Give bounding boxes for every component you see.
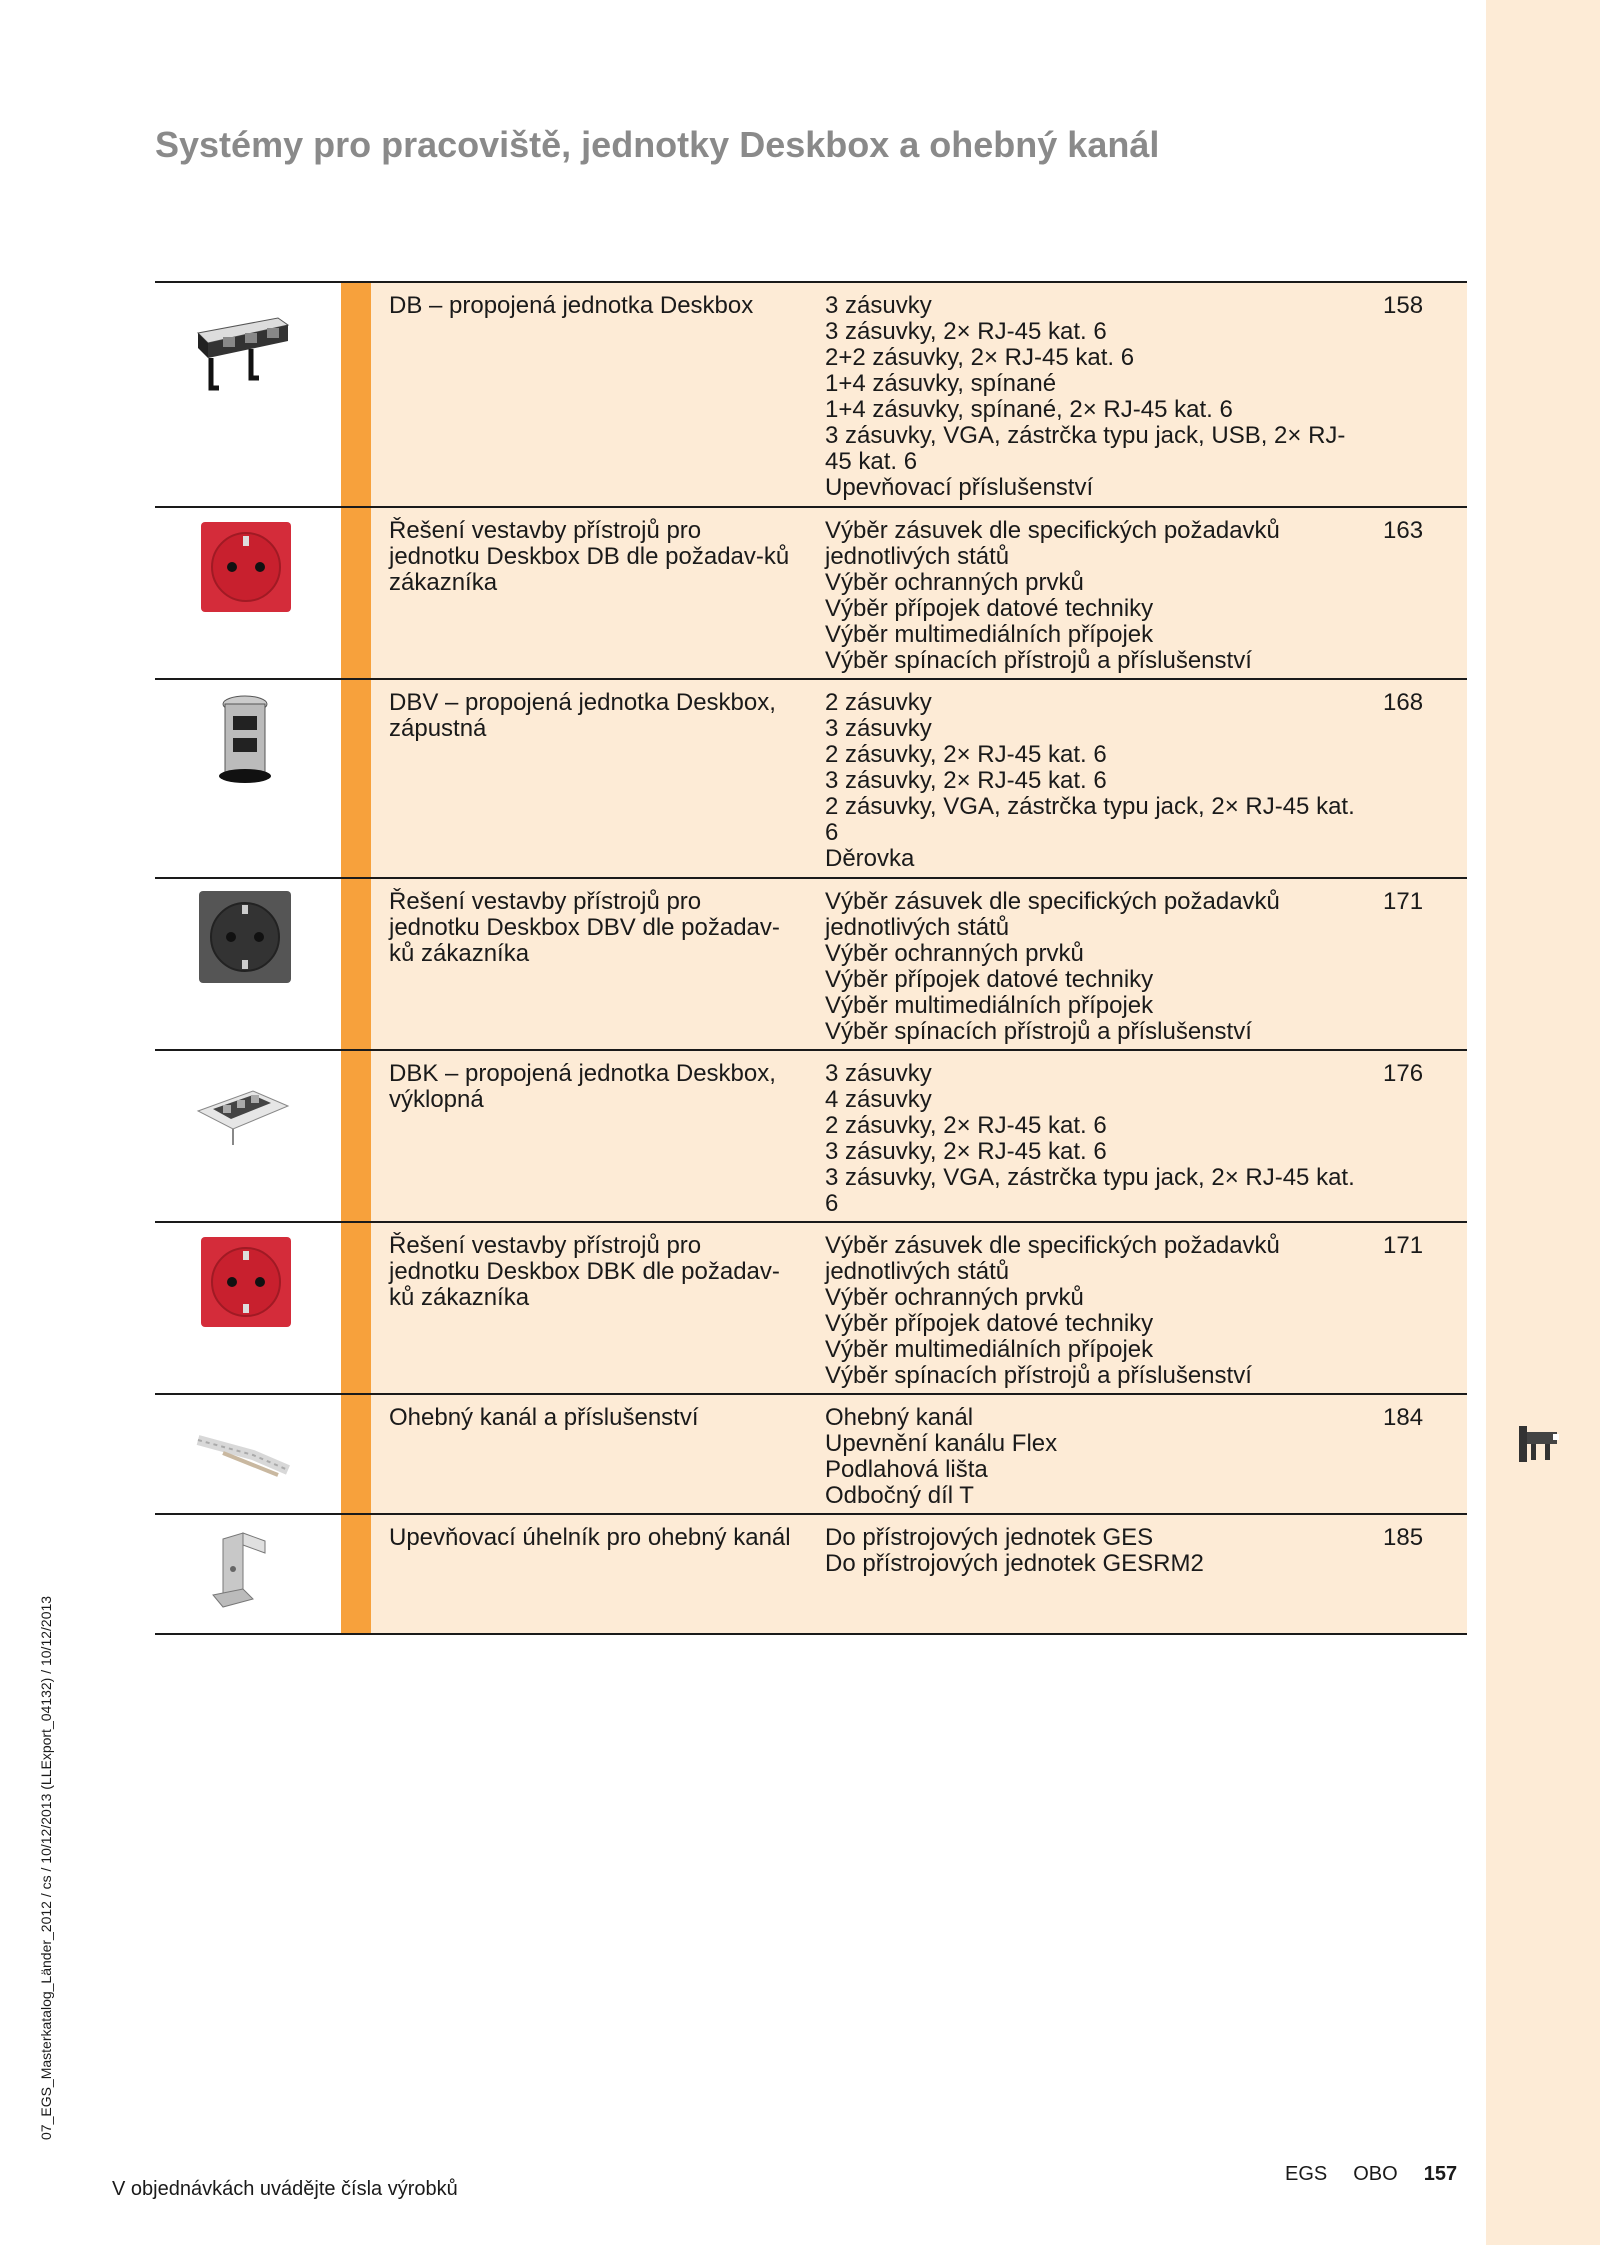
- variant-line: Výběr spínacích přístrojů a příslušenství: [825, 1362, 1252, 1389]
- product-name: DB – propojená jednotka Deskbox: [389, 292, 754, 319]
- product-variants: [801, 1404, 1361, 1509]
- variant-line: 4 zásuvky: [825, 1086, 932, 1113]
- page-ref[interactable]: 176: [1383, 1060, 1424, 1087]
- variant-line: 3 zásuvky, VGA, zástrčka typu jack, 2× RJ-45 kat. 6: [825, 1164, 1355, 1217]
- variant-line: Upevnění kanálu Flex: [825, 1430, 1058, 1457]
- accent-bar: [341, 879, 371, 1049]
- variant-line: 2 zásuvky: [825, 689, 932, 716]
- product-variants: [801, 292, 1361, 501]
- page-title: Systémy pro pracoviště, jednotky Deskbox a ohebný kanál: [155, 124, 1160, 165]
- variant-line: 3 zásuvky, 2× RJ-45 kat. 6: [825, 1138, 1107, 1165]
- product-variants: [801, 689, 1361, 872]
- page-ref[interactable]: 185: [1383, 1524, 1424, 1551]
- side-strip: [1486, 0, 1600, 2245]
- deskbox-tab-icon: [1515, 1418, 1567, 1470]
- product-image-cell: [155, 680, 341, 877]
- product-variants: [801, 1525, 1361, 1625]
- variant-line: Do přístrojových jednotek GESRM2: [825, 1550, 1204, 1577]
- variant-line: Výběr multimediálních přípojek: [825, 992, 1154, 1019]
- variant-line: 3 zásuvky: [825, 292, 932, 319]
- accent-bar: [341, 283, 371, 506]
- footer-section: EGS: [1285, 2163, 1328, 2185]
- variant-line: Výběr ochranných prvků: [825, 569, 1084, 596]
- variant-line: Výběr spínacích přístrojů a příslušenství: [825, 647, 1252, 674]
- row-body: [371, 283, 1467, 506]
- row-body: [371, 508, 1467, 678]
- variant-line: 3 zásuvky, 2× RJ-45 kat. 6: [825, 318, 1107, 345]
- table-row: [155, 1513, 1467, 1635]
- product-image-cell: [155, 283, 341, 506]
- row-body: [371, 879, 1467, 1049]
- footer-brand: OBO: [1353, 2163, 1398, 2185]
- variant-line: Výběr ochranných prvků: [825, 1284, 1084, 1311]
- variant-line: Výběr multimediálních přípojek: [825, 1336, 1154, 1363]
- variant-line: 2 zásuvky, 2× RJ-45 kat. 6: [825, 741, 1107, 768]
- product-image-cell: [155, 1395, 341, 1513]
- variant-line: Výběr přípojek datové techniky: [825, 1310, 1154, 1337]
- variant-line: Výběr zásuvek dle specifických požadavků jednotlivých států: [825, 1232, 1280, 1285]
- product-variants: [801, 1232, 1361, 1389]
- variant-line: 3 zásuvky: [825, 1060, 932, 1087]
- page-ref[interactable]: 171: [1383, 888, 1424, 915]
- table-row: [155, 281, 1467, 506]
- accent-bar: [341, 1395, 371, 1513]
- product-image-cell: [155, 1515, 341, 1633]
- variant-line: 3 zásuvky, VGA, zástrčka typu jack, USB, 2× RJ-45 kat. 6: [825, 422, 1346, 475]
- row-body: [371, 1051, 1467, 1221]
- page-ref[interactable]: 171: [1383, 1232, 1424, 1259]
- bracket-icon: [203, 1529, 283, 1619]
- table-row: [155, 506, 1467, 678]
- variant-line: Odbočný díl T: [825, 1482, 974, 1509]
- footer-page-number: 157: [1423, 2163, 1458, 2185]
- product-image-cell: [155, 508, 341, 678]
- footer-page-info: [1285, 2163, 1457, 2186]
- variant-line: 1+4 zásuvky, spínané: [825, 370, 1057, 397]
- footer-note: V objednávkách uvádějte čísla výrobků: [112, 2178, 458, 2200]
- variant-line: Výběr přípojek datové techniky: [825, 966, 1154, 993]
- accent-bar: [341, 508, 371, 678]
- table-row: [155, 1049, 1467, 1221]
- row-body: [371, 1395, 1467, 1513]
- product-table: [155, 281, 1467, 1635]
- variant-line: Podlahová lišta: [825, 1456, 988, 1483]
- variant-line: 1+4 zásuvky, spínané, 2× RJ-45 kat. 6: [825, 396, 1233, 423]
- product-variants: [801, 888, 1361, 1045]
- variant-line: 3 zásuvky, 2× RJ-45 kat. 6: [825, 767, 1107, 794]
- product-name: Řešení vestavby přístrojů pro jednotku Deskbox DBV dle požadav-ků zákazníka: [389, 888, 780, 967]
- red-socket-icon: [199, 1235, 293, 1329]
- deskbox-db-icon: [193, 303, 293, 403]
- product-name: Ohebný kanál a příslušenství: [389, 1404, 699, 1431]
- product-image-cell: [155, 879, 341, 1049]
- flex-channel-icon: [193, 1425, 293, 1485]
- accent-bar: [341, 680, 371, 877]
- variant-line: Výběr přípojek datové techniky: [825, 595, 1154, 622]
- product-name: DBK – propojená jednotka Deskbox, výklopná: [389, 1060, 776, 1113]
- variant-line: 2+2 zásuvky, 2× RJ-45 kat. 6: [825, 344, 1135, 371]
- product-name: Řešení vestavby přístrojů pro jednotku Deskbox DBK dle požadav-ků zákazníka: [389, 1232, 780, 1311]
- accent-bar: [341, 1515, 371, 1633]
- product-name: Řešení vestavby přístrojů pro jednotku Deskbox DB dle požadav-ků zákazníka: [389, 517, 790, 596]
- variant-line: Ohebný kanál: [825, 1404, 974, 1431]
- product-variants: [801, 1060, 1361, 1217]
- variant-line: Děrovka: [825, 845, 915, 872]
- page-ref[interactable]: 168: [1383, 689, 1424, 716]
- variant-line: 2 zásuvky, 2× RJ-45 kat. 6: [825, 1112, 1107, 1139]
- product-name: DBV – propojená jednotka Deskbox, zápustná: [389, 689, 776, 742]
- red-socket-icon: [199, 520, 293, 614]
- page-ref[interactable]: 158: [1383, 292, 1424, 319]
- page-ref[interactable]: 163: [1383, 517, 1424, 544]
- product-image-cell: [155, 1051, 341, 1221]
- variant-line: Do přístrojových jednotek GES: [825, 1524, 1154, 1551]
- table-row: [155, 678, 1467, 877]
- variant-line: 2 zásuvky, VGA, zástrčka typu jack, 2× RJ-45 kat. 6: [825, 793, 1355, 846]
- table-row: [155, 1221, 1467, 1393]
- row-body: [371, 1515, 1467, 1633]
- accent-bar: [341, 1051, 371, 1221]
- grey-socket-icon: [197, 889, 293, 985]
- deskbox-dbk-icon: [193, 1071, 293, 1151]
- page-ref[interactable]: 184: [1383, 1404, 1424, 1431]
- accent-bar: [341, 1223, 371, 1393]
- variant-line: Upevňovací příslušenství: [825, 474, 1094, 501]
- table-row: [155, 877, 1467, 1049]
- table-row: [155, 1393, 1467, 1513]
- product-variants: [801, 517, 1361, 674]
- variant-line: Výběr ochranných prvků: [825, 940, 1084, 967]
- deskbox-dbv-icon: [215, 692, 275, 792]
- variant-line: Výběr spínacích přístrojů a příslušenství: [825, 1018, 1252, 1045]
- product-name: Upevňovací úhelník pro ohebný kanál: [389, 1524, 791, 1551]
- variant-line: 3 zásuvky: [825, 715, 932, 742]
- row-body: [371, 680, 1467, 877]
- document-code: 07_EGS_Masterkatalog_Länder_2012 / cs / 10/12/2013 (LLExport_04132) / 10/12/2013: [38, 1595, 54, 2140]
- variant-line: Výběr zásuvek dle specifických požadavků jednotlivých států: [825, 517, 1280, 570]
- variant-line: Výběr multimediálních přípojek: [825, 621, 1154, 648]
- product-image-cell: [155, 1223, 341, 1393]
- variant-line: Výběr zásuvek dle specifických požadavků jednotlivých států: [825, 888, 1280, 941]
- row-body: [371, 1223, 1467, 1393]
